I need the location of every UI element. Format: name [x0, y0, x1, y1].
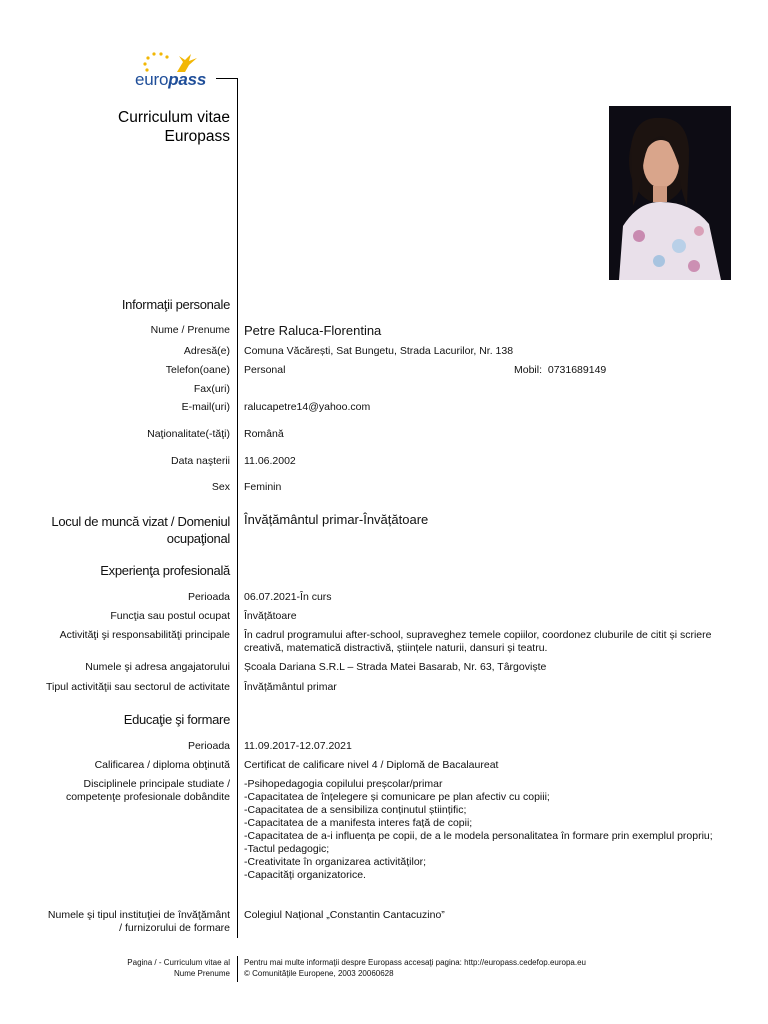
list-item: -Tactul pedagogic;: [244, 843, 330, 855]
europass-logo: [133, 52, 233, 94]
europass-wordmark: europass: [135, 70, 207, 89]
list-item: -Psihopedagogia copilului preșcolar/primar: [244, 778, 443, 790]
list-item: -Capacitatea de a-i influența pe copii, de a le modela personalitatea în formare prin exemplul propriu;: [244, 830, 713, 842]
list-item: -Creativitate în organizarea activităților;: [244, 856, 427, 868]
list-item: -Capacitatea de înțelegere și comunicare pe plan afectiv cu copiii;: [244, 791, 550, 803]
list-item: -Capacitatea de a sensibiliza conținutul științific;: [244, 804, 467, 816]
list-item: -Capacități organizatorice.: [244, 869, 366, 881]
email-value: ralucapetre14@yahoo.com: [244, 401, 371, 413]
cv-title: Curriculum vitae Europass: [118, 109, 230, 145]
footer-divider: [237, 956, 238, 982]
column-divider: [237, 78, 238, 938]
europass-link[interactable]: Pentru mai multe informaţii despre Europass accesaţi pagina: http://europass.cedefop.europa.eu: [244, 958, 586, 967]
profile-photo: [609, 106, 731, 280]
list-item: -Capacitatea de a manifesta interes față de copii;: [244, 817, 473, 829]
target-job-value: Învățământul primar-Învățătoare: [244, 512, 429, 527]
subjects-list: [244, 778, 724, 882]
name-value: Petre Raluca-Florentina: [244, 323, 382, 338]
cv-page: europass Curriculum vitae Europass Informaţii personale Nume / Prenume Petre Raluca-Florentina Adresă(e) Comuna Văcărești, Sat Bungetu, Strada Lacurilor, Nr. 138 Telefon(oane) Personal Mobil: 0731689149 Fax(uri) E-mail(uri) ralucapetre14@yahoo.com Naţionalitate(-tăţi) Română Data naşterii 11.06.2002 Sex Feminin Locul de muncă vizat / Domeniul ocupaţional Învățământul primar-Învățătoare Experienţa profesională Perioada 06.07.2021-În curs Funcţia sau postul ocupat Învățătoare Activităţi şi responsabilităţi principale În cadrul programului after-school, supraveghez temele copiilor, coordonez cluburile de citit și scriere creativă, matematică distractivă, științele naturii, dansuri și teatru. Numele şi adresa angajatorului Școala Dariana S.R.L – Strada Matei Basarab, Nr. 63, Târgoviște Tipul activităţii sau sectorul de activitate Învățământul primar Educaţie şi formare Perioada 11.09.2017-12.07.2021 Calificarea / diploma obţinută Certificat de calificare nivel 4 / Diplomă de Bacalaureat Disciplinele principale studiate / competenţe profesionale dobândite -Psihopedagogia copilului preșcolar/primar -Capacitatea de înțelegere și comunicare pe plan afectiv cu copiii; -Capacitatea de a sensibiliza conținutul științific; -Capacitatea de a manifesta interes față de copii; -Capacitatea de a-i influența pe copii, de a le modela personalitatea în formare prin exemplul propriu; -Tactul pedagogic; -Creativitate în organizarea activităților; -Capacități organizatorice. Numele şi tipul instituţiei de învăţământ / furnizorului de formare Colegiul Național „Constantin Cantacuzino” Pagina / - Curriculum vitae al Nume Prenume Pentru mai multe informaţii despre Europass accesaţi pagina: http://europass.cedefop.europa.eu © Comunităţile Europene, 2003 20060628: [0, 0, 768, 1024]
mobile-number: Mobil: 0731689149: [514, 364, 607, 376]
